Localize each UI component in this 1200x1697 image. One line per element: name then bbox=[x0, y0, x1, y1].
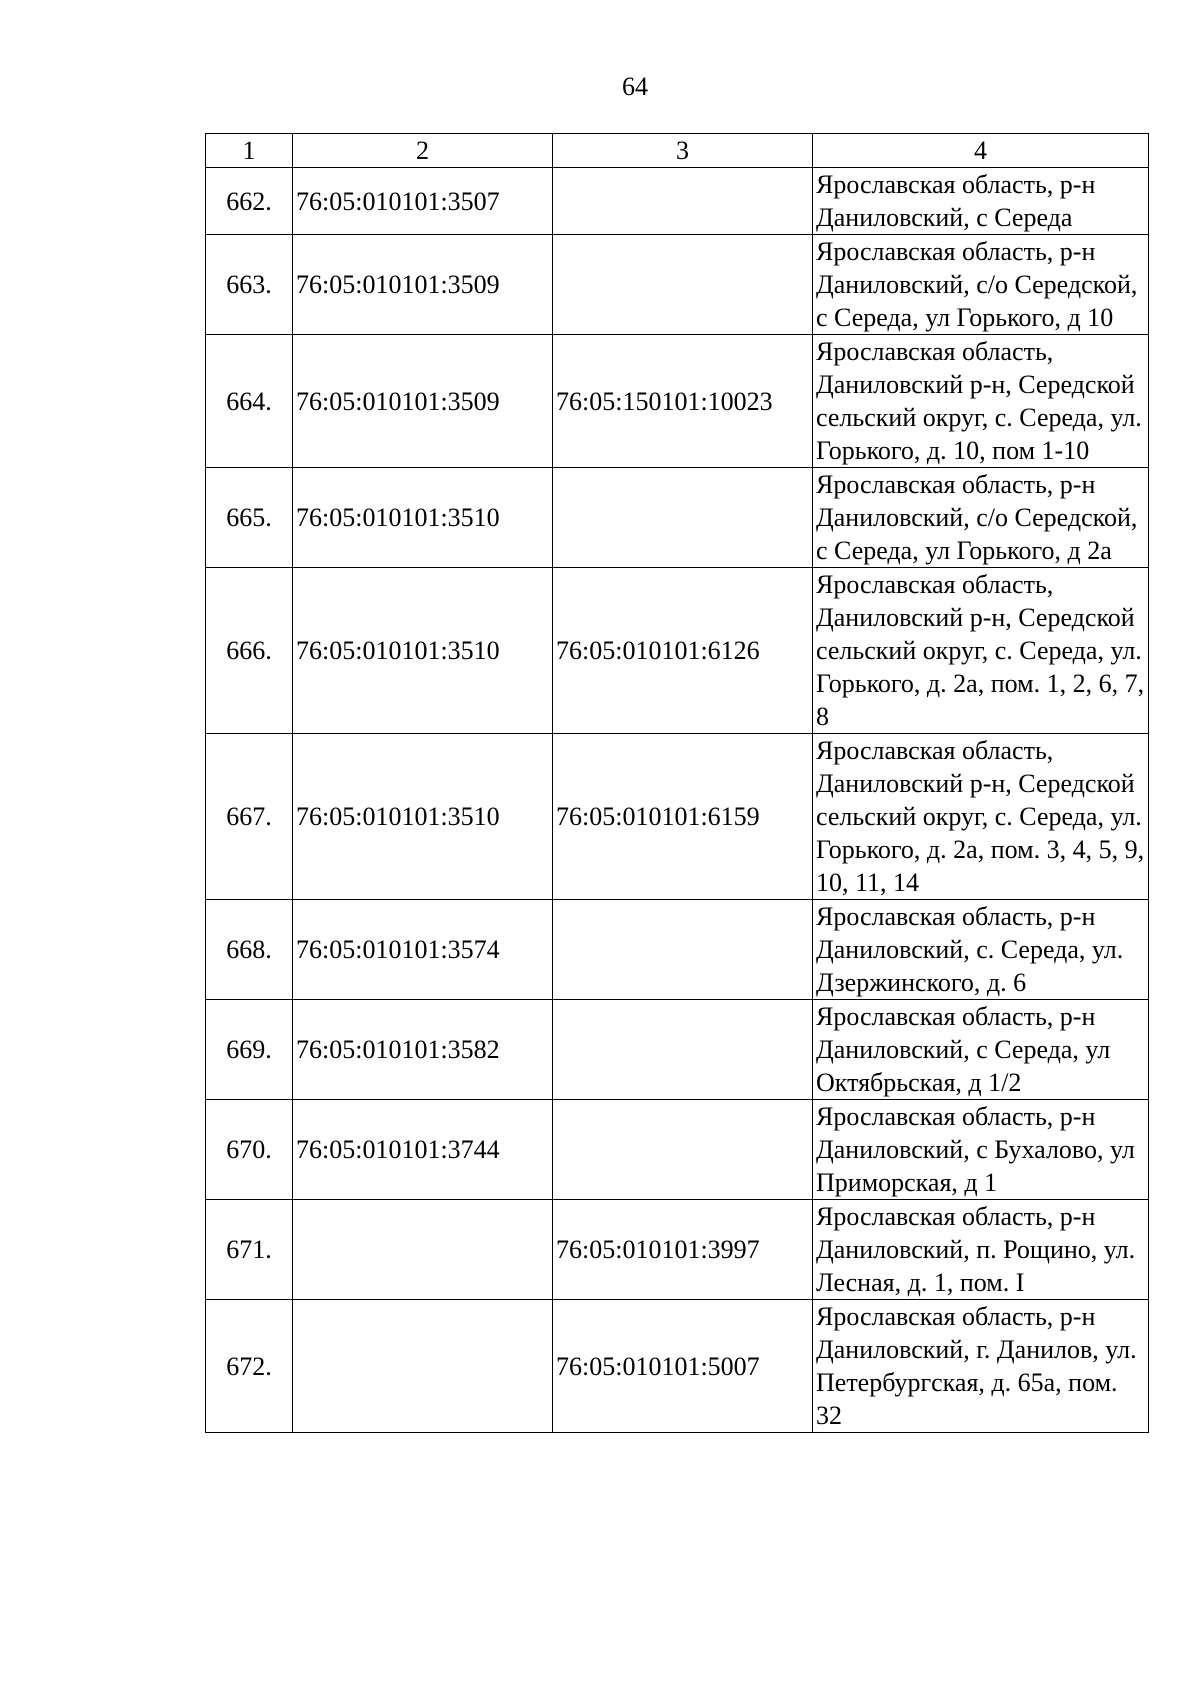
row-number: 663. bbox=[206, 235, 293, 335]
table-header bbox=[206, 134, 1149, 168]
table-row bbox=[206, 1000, 1149, 1100]
address: Ярославская область, Даниловский р-н, Середской сельский округ, с. Середа, ул. Горького, д. 2а, пом. 1, 2, 6, 7, 8 bbox=[813, 568, 1149, 734]
table-body bbox=[206, 168, 1149, 1433]
cadastral-number: 76:05:010101:3507 bbox=[293, 168, 553, 235]
premises-cadastral-number bbox=[553, 168, 813, 235]
table-row bbox=[206, 900, 1149, 1000]
cadastral-number: 76:05:010101:3574 bbox=[293, 900, 553, 1000]
cadastral-number bbox=[293, 1200, 553, 1300]
column-header-3: 3 bbox=[553, 134, 813, 168]
row-number: 671. bbox=[206, 1200, 293, 1300]
row-number: 666. bbox=[206, 568, 293, 734]
address: Ярославская область, Даниловский р-н, Середской сельский округ, с. Середа, ул. Горького, д. 2а, пом. 3, 4, 5, 9, 10, 11, 14 bbox=[813, 734, 1149, 900]
address: Ярославская область, р-н Даниловский, с/о Середской, с Середа, ул Горького, д 10 bbox=[813, 235, 1149, 335]
premises-cadastral-number: 76:05:010101:6159 bbox=[553, 734, 813, 900]
page-number: 64 bbox=[622, 72, 648, 101]
column-header-4: 4 bbox=[813, 134, 1149, 168]
cadastral-number: 76:05:010101:3582 bbox=[293, 1000, 553, 1100]
premises-cadastral-number bbox=[553, 1000, 813, 1100]
address: Ярославская область, р-н Даниловский, г. Данилов, ул. Петербургская, д. 65а, пом. 32 bbox=[813, 1300, 1149, 1433]
cadastral-number bbox=[293, 1300, 553, 1433]
row-number: 672. bbox=[206, 1300, 293, 1433]
row-number: 664. bbox=[206, 335, 293, 468]
column-header-1: 1 bbox=[206, 134, 293, 168]
premises-cadastral-number: 76:05:010101:6126 bbox=[553, 568, 813, 734]
cadastral-number: 76:05:010101:3510 bbox=[293, 568, 553, 734]
registry-table bbox=[205, 133, 1149, 1433]
row-number: 668. bbox=[206, 900, 293, 1000]
cadastral-number: 76:05:010101:3744 bbox=[293, 1100, 553, 1200]
address: Ярославская область, р-н Даниловский, с Бухалово, ул Приморская, д 1 bbox=[813, 1100, 1149, 1200]
table-row bbox=[206, 1200, 1149, 1300]
cadastral-number: 76:05:010101:3510 bbox=[293, 734, 553, 900]
table-row bbox=[206, 568, 1149, 734]
table-row bbox=[206, 335, 1149, 468]
row-number: 669. bbox=[206, 1000, 293, 1100]
row-number: 667. bbox=[206, 734, 293, 900]
table-row bbox=[206, 734, 1149, 900]
row-number: 670. bbox=[206, 1100, 293, 1200]
premises-cadastral-number: 76:05:150101:10023 bbox=[553, 335, 813, 468]
row-number: 665. bbox=[206, 468, 293, 568]
premises-cadastral-number: 76:05:010101:3997 bbox=[553, 1200, 813, 1300]
cadastral-number: 76:05:010101:3509 bbox=[293, 335, 553, 468]
cadastral-number: 76:05:010101:3510 bbox=[293, 468, 553, 568]
address: Ярославская область, р-н Даниловский, с Середа, ул Октябрьская, д 1/2 bbox=[813, 1000, 1149, 1100]
table-row bbox=[206, 468, 1149, 568]
premises-cadastral-number bbox=[553, 468, 813, 568]
table-row bbox=[206, 235, 1149, 335]
column-header-2: 2 bbox=[293, 134, 553, 168]
address: Ярославская область, р-н Даниловский, с. Середа, ул. Дзержинского, д. 6 bbox=[813, 900, 1149, 1000]
cadastral-number: 76:05:010101:3509 bbox=[293, 235, 553, 335]
table-row bbox=[206, 1100, 1149, 1200]
premises-cadastral-number bbox=[553, 1100, 813, 1200]
premises-cadastral-number: 76:05:010101:5007 bbox=[553, 1300, 813, 1433]
header-row bbox=[206, 134, 1149, 168]
row-number: 662. bbox=[206, 168, 293, 235]
premises-cadastral-number bbox=[553, 900, 813, 1000]
address: Ярославская область, р-н Даниловский, п. Рощино, ул. Лесная, д. 1, пом. I bbox=[813, 1200, 1149, 1300]
address: Ярославская область, р-н Даниловский, с/о Середской, с Середа, ул Горького, д 2а bbox=[813, 468, 1149, 568]
address: Ярославская область, Даниловский р-н, Середской сельский округ, с. Середа, ул. Горького, д. 10, пом 1-10 bbox=[813, 335, 1149, 468]
table-row bbox=[206, 1300, 1149, 1433]
premises-cadastral-number bbox=[553, 235, 813, 335]
table-row bbox=[206, 168, 1149, 235]
address: Ярославская область, р-н Даниловский, с Середа bbox=[813, 168, 1149, 235]
